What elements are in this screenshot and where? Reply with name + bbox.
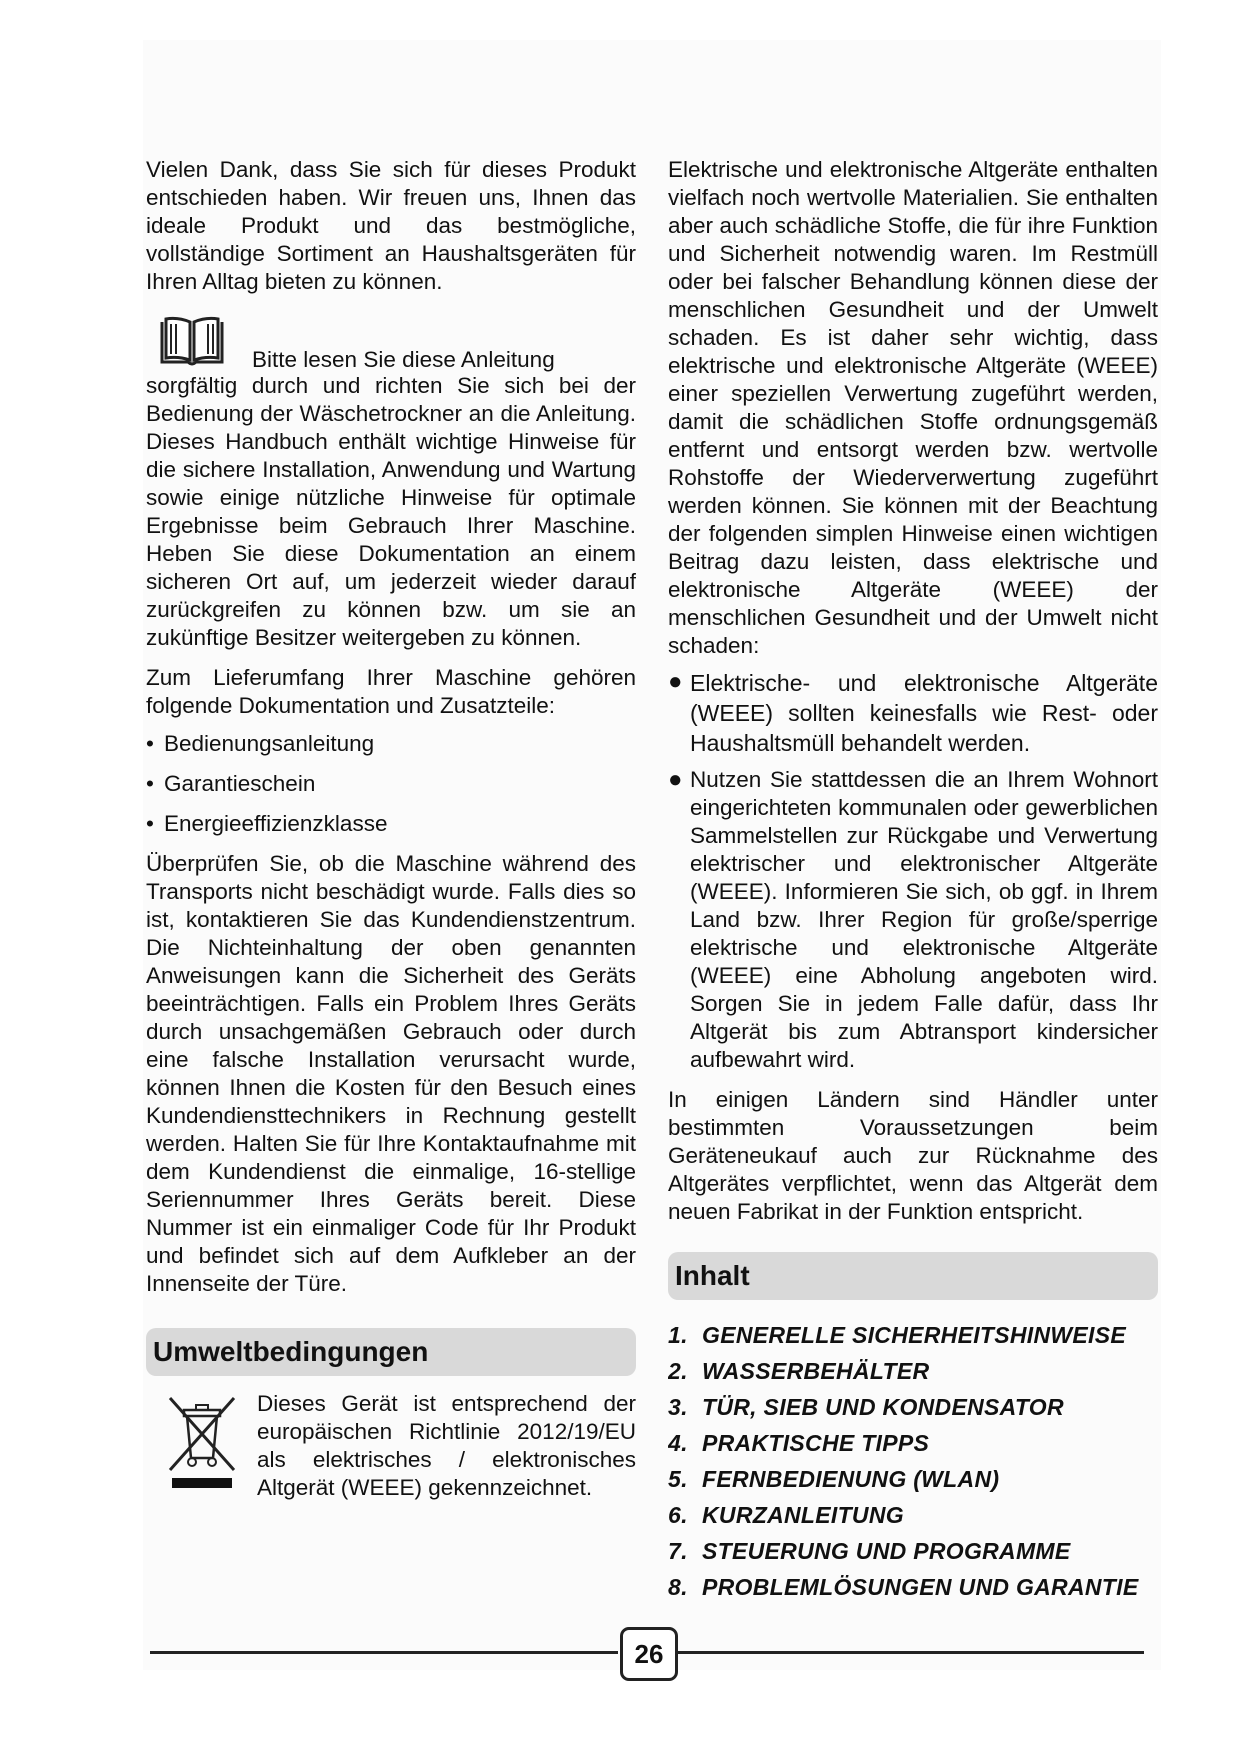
weee-bullet: ● Nutzen Sie stattdessen die an Ihrem Wohnort eingerichteten kommunalen oder gewerblichen Sammelstellen zur Rückgabe und Verwertung elektrischer und elektronischer Altgeräte (WEEE). Informieren Sie sich, ob ggf. in Ihrem Land bzw. Ihrer Region für große/sperrige elektrische und elektronische Altgeräte (WEEE) eine Abholung angeboten wird. Sorgen Sie in jedem Falle dafür, dass Ihr Altgerät bis zum Abtransport kindersicher aufbewahrt wird. — [668, 766, 1158, 1072]
toc-item[interactable]: 6. KURZANLEITUNG — [668, 1502, 904, 1528]
scope-list — [146, 730, 636, 838]
check-paragraph: Überprüfen Sie, ob die Maschine während des Transports nicht beschädigt wurde. Falls dies so ist, kontaktieren Sie das Kundendienstzentrum. Die Nichteinhaltung der oben genannten Anweisungen kann die Sicherheit des Geräts beeinträchtigen. Falls ein Problem Ihres Geräts durch unsachgemäßen Gebrauch oder durch eine falsche Installation verursacht wurde, können Ihnen die Kosten für den Besuch eines Kundendiensttechnikers in Rechnung gestellt werden. Halten Sie für Ihre Kontaktaufnahme mit dem Kundendienst die einmalige, 16-stellige Seriennummer Ihres Geräts bereit. Diese Nummer ist ein einmaliger Code für Ihr Produkt und befindet sich auf dem Aufkleber an der Innenseite der Türe. — [146, 851, 636, 1296]
weee-label-text: Dieses Gerät ist entsprechend der europäischen Richtlinie 2012/19/EU als elektrisches / elektronisches Altgerät (WEEE) gekennzeichnet. — [257, 1391, 636, 1500]
toc-item[interactable]: 8. PROBLEMLÖSUNGEN UND GARANTIE — [668, 1574, 1139, 1600]
toc-item[interactable]: 2. WASSERBEHÄLTER — [668, 1358, 930, 1384]
list-item: • Energieeffizienzklasse — [146, 811, 388, 836]
toc-item[interactable]: 7. STEUERUNG UND PROGRAMME — [668, 1538, 1071, 1564]
toc-item[interactable]: 1. GENERELLE SICHERHEITSHINWEISE — [668, 1322, 1127, 1348]
list-item: • Garantieschein — [146, 771, 316, 796]
section-header-inhalt: Inhalt — [668, 1252, 1158, 1300]
footer-rule-right — [678, 1651, 1144, 1654]
manual-notice — [146, 314, 636, 372]
bullet-dot-icon: ● — [668, 668, 683, 695]
weee-intro-paragraph: Elektrische und elektronische Altgeräte enthalten vielfach noch wertvolle Materialien. Sie enthalten aber auch schädliche Stoffe, die für ihre Funktion und Sicherheit notwendig waren. Im Restmüll oder bei falscher Behandlung können diese der menschlichen Gesundheit und der Umwelt schaden. Es ist daher sehr wichtig, dass elektrische und elektronische Altgeräte (WEEE) einer speziellen Verwertung zugeführt werden, damit die schädlichen Stoffe ordnungsgemäß entfernt und entsorgt werden bzw. wertvolle Rohstoffe der Wiederverwertung zugeführt werden können. Sie können mit der Beachtung der folgenden simplen Hinweise einen wichtigen Beitrag dazu leisten, dass elektrische und elektronische Altgeräte (WEEE) der menschlichen Gesundheit und der Umwelt nicht schaden: — [668, 157, 1158, 658]
open-book-icon — [158, 316, 226, 370]
intro-paragraph: Vielen Dank, dass Sie sich für dieses Produkt entschieden haben. Wir freuen uns, Ihnen das ideale Produkt und das bestmögliche, vollständige Sortiment an Haushaltsgeräten für Ihren Alltag bieten zu können. — [146, 157, 636, 294]
right-column — [668, 156, 1158, 1608]
crossed-bin-icon — [166, 1394, 238, 1490]
toc-item[interactable]: 3. TÜR, SIEB UND KONDENSATOR — [668, 1394, 1064, 1420]
table-of-contents — [668, 1320, 1158, 1602]
toc-item[interactable]: 4. PRAKTISCHE TIPPS — [668, 1430, 930, 1456]
read-first-text: Bitte lesen Sie diese Anleitung — [252, 347, 555, 372]
section-header-umwelt: Umweltbedingungen — [146, 1328, 636, 1376]
manual-paragraph: sorgfältig durch und richten Sie sich bei der Bedienung der Wäschetrockner an die Anleitung. Dieses Handbuch enthält wichtige Hinweise für die sichere Installation, Anwendung und Wartung sowie einige nützliche Hinweise für optimale Ergebnisse beim Gebrauch Ihrer Maschine. Heben Sie diese Dokumentation an einem sicheren Ort auf, um jederzeit wieder darauf zurückgreifen zu können bzw. um sie an zukünftige Besitzer weitergeben zu können. — [146, 373, 636, 650]
list-item: • Bedienungsanleitung — [146, 731, 375, 756]
footer-rule-left — [150, 1651, 618, 1654]
dealer-paragraph: In einigen Ländern sind Händler unter bestimmten Voraussetzungen beim Geräteneukauf auch zur Rücknahme des Altgerätes verpflichtet, wenn das Altgerät dem neuen Fabrikat in der Funktion entspricht. — [668, 1087, 1158, 1224]
scope-paragraph: Zum Lieferumfang Ihrer Maschine gehören folgende Dokumentation und Zusatzteile: — [146, 665, 636, 718]
weee-notice — [146, 1390, 636, 1500]
page-number: 26 — [620, 1627, 678, 1681]
left-column — [146, 156, 636, 1500]
toc-item[interactable]: 5. FERNBEDIENUNG (WLAN) — [668, 1466, 1000, 1492]
weee-bullet: ● Elektrische- und elektronische Altgeräte (WEEE) sollten keinesfalls wie Rest- oder Haushaltsmüll behandelt werden. — [668, 668, 1158, 756]
bullet-dot-icon: ● — [668, 766, 683, 793]
